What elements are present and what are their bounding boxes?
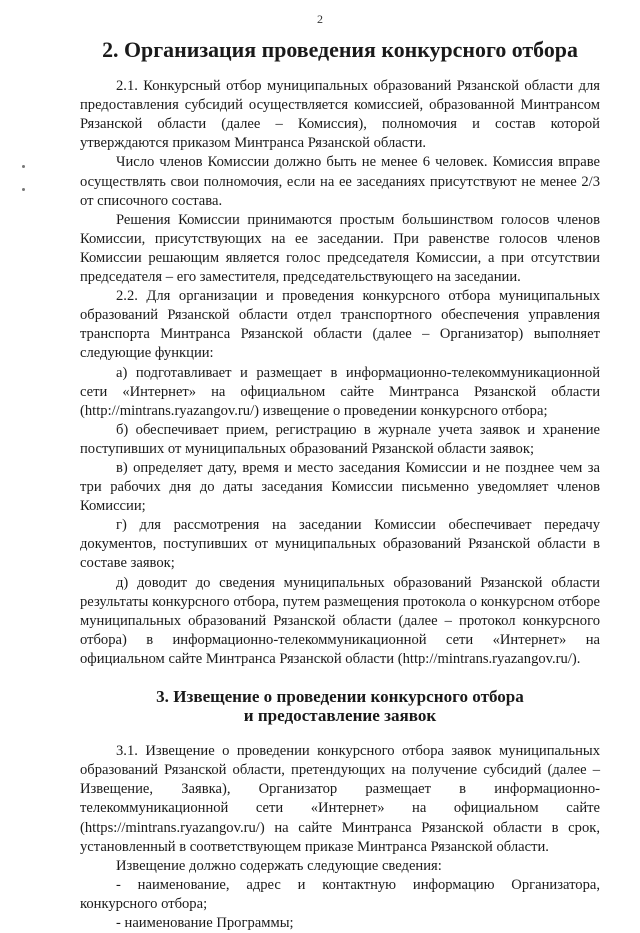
section-3-heading-line2: и предоставление заявок [243, 706, 437, 726]
notice-item-program: - наименование Программы; [116, 915, 294, 932]
margin-mark [22, 165, 25, 168]
function-a: а) подготавливает и размещает в информационно-телекоммуникационной сети «Интернет» на официальном сайте Минтранса Рязанской области (http://mintrans.ryazangov.ru/) извещение о проведении конкурсного отбора; [80, 364, 600, 419]
notice-item-organizer: - наименование, адрес и контактную информацию Организатора, конкурсного отбора; [80, 876, 600, 912]
function-e: д) доводит до сведения муниципальных образований Рязанской области результаты конкурсного отбора, путем размещения протокола о конкурсном отборе муниципальных образований Рязанской области (далее – протокол конкурсного отбора) в информационно-телекоммуникационной сети «Интернет» на официальном сайте Минтранса Рязанской области (http://mintrans.ryazangov.ru/). [80, 574, 600, 667]
page-number: 2 [317, 12, 323, 26]
document-body [80, 34, 600, 933]
paragraph-commission-decisions: Решения Комиссии принимаются простым большинством голосов членов Комиссии, присутствующих на ее заседании. При равенстве голосов членов Комиссии решающим является голос председателя Комиссии, а при отсутствии председателя – его заместителя, председательствующего на заседании. [80, 211, 600, 286]
function-d: г) для рассмотрения на заседании Комиссии обеспечивает передачу документов, поступивших от муниципальных образований Рязанской области в составе заявок; [80, 517, 600, 572]
paragraph-2-2: 2.2. Для организации и проведения конкурсного отбора муниципальных образований Рязанской области отдел транспортного обеспечения управления транспорта Минтранса Рязанской области (далее – Организатор) выполняет следующие функции: [80, 288, 600, 362]
paragraph-3-1: 3.1. Извещение о проведении конкурсного отбора заявок муниципальных образований Рязанской области, претендующих на получение субсидий (далее – Извещение, Заявка), Организатор размещает в информационно-телекоммуникационной сети «Интернет» на официальном сайте (https://mintrans.ryazangov.ru/) на сайте Минтранса Рязанской области в срок, установленный в соответствующем приказе Минтранса Рязанской области. [80, 743, 600, 855]
paragraph-2-1: 2.1. Конкурсный отбор муниципальных образований Рязанской области для предоставления субсидий осуществляется комиссией, образованной Минтрансом Рязанской области (далее – Комиссия), полномочия и состав которой утверждаются приказом Минтранса Рязанской области. [80, 78, 600, 152]
section-3-heading [80, 687, 600, 725]
paragraph-notice-contents: Извещение должно содержать следующие сведения: [116, 857, 442, 874]
section-2-heading: 2. Организация проведения конкурсного отбора [102, 37, 578, 62]
function-c: в) определяет дату, время и место заседания Комиссии и не позднее чем за три рабочих дня до даты заседания Комиссии письменно уведомляет членов Комиссии; [80, 459, 600, 515]
function-b: б) обеспечивает прием, регистрацию в журнале учета заявок и хранение поступивших от муниципальных образований Рязанской области заявок; [80, 421, 600, 457]
margin-mark [22, 188, 25, 191]
section-3-heading-line1: 3. Извещение о проведении конкурсного отбора [156, 687, 524, 706]
paragraph-commission-size: Число членов Комиссии должно быть не менее 6 человек. Комиссия вправе осуществлять свои полномочия, если на ее заседаниях присутствуют не менее 2/3 от списочного состава. [80, 154, 600, 209]
